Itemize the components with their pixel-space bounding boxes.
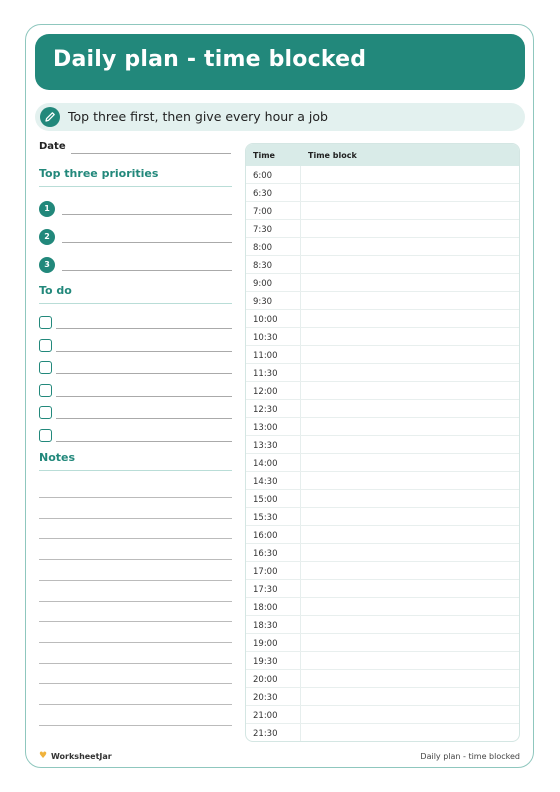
todo-item[interactable]: [39, 406, 232, 420]
footer-brand: WorksheetJar: [51, 752, 112, 761]
time-cell: 15:00: [253, 495, 278, 505]
table-row[interactable]: [246, 490, 519, 508]
checkbox[interactable]: [39, 429, 52, 442]
priority-number: 2: [39, 229, 55, 245]
table-row[interactable]: [246, 670, 519, 688]
notes-rule: [39, 470, 232, 471]
note-line: [39, 683, 232, 684]
table-row[interactable]: [246, 652, 519, 670]
table-row[interactable]: [246, 382, 519, 400]
time-cell: 8:00: [253, 243, 273, 253]
table-row[interactable]: [246, 292, 519, 310]
time-cell: 12:30: [253, 405, 278, 415]
time-cell: 14:30: [253, 477, 278, 487]
table-row[interactable]: [246, 580, 519, 598]
table-row[interactable]: [246, 526, 519, 544]
priority-line: [62, 270, 232, 271]
table-body: [246, 166, 519, 742]
time-cell: 16:00: [253, 531, 278, 541]
time-header: Time: [253, 151, 275, 160]
date-label: Date: [39, 141, 66, 152]
pencil-icon: [40, 107, 60, 127]
todo-item[interactable]: [39, 316, 232, 330]
time-block-table: [245, 143, 520, 742]
table-header: [246, 144, 519, 166]
table-row[interactable]: [246, 346, 519, 364]
todo-line: [56, 373, 232, 374]
todo-item[interactable]: [39, 429, 232, 443]
table-row[interactable]: [246, 472, 519, 490]
table-row[interactable]: [246, 724, 519, 742]
table-row[interactable]: [246, 706, 519, 724]
note-line: [39, 518, 232, 519]
title-banner: [35, 34, 525, 90]
table-row[interactable]: [246, 436, 519, 454]
table-row[interactable]: [246, 598, 519, 616]
time-cell: 20:00: [253, 675, 278, 685]
table-row[interactable]: [246, 562, 519, 580]
time-cell: 10:30: [253, 333, 278, 343]
time-cell: 9:30: [253, 297, 273, 307]
priority-line: [62, 242, 232, 243]
table-row[interactable]: [246, 220, 519, 238]
table-row[interactable]: [246, 328, 519, 346]
todo-line: [56, 441, 232, 442]
note-line: [39, 663, 232, 664]
checkbox[interactable]: [39, 316, 52, 329]
time-cell: 19:00: [253, 639, 278, 649]
priority-item[interactable]: [39, 229, 232, 245]
priority-item[interactable]: [39, 257, 232, 273]
table-row[interactable]: [246, 508, 519, 526]
todo-line: [56, 351, 232, 352]
heart-icon: ♥: [39, 751, 48, 761]
table-row[interactable]: [246, 274, 519, 292]
notes-title: Notes: [39, 451, 76, 464]
time-cell: 10:00: [253, 315, 278, 325]
checkbox[interactable]: [39, 384, 52, 397]
time-cell: 15:30: [253, 513, 278, 523]
time-cell: 6:00: [253, 171, 273, 181]
time-cell: 17:00: [253, 567, 278, 577]
table-row[interactable]: [246, 400, 519, 418]
note-line: [39, 704, 232, 705]
todo-line: [56, 396, 232, 397]
todo-item[interactable]: [39, 339, 232, 353]
table-row[interactable]: [246, 184, 519, 202]
table-row[interactable]: [246, 364, 519, 382]
time-cell: 21:30: [253, 729, 278, 739]
time-cell: 19:30: [253, 657, 278, 667]
table-row[interactable]: [246, 616, 519, 634]
note-line: [39, 642, 232, 643]
time-cell: 9:00: [253, 279, 273, 289]
tip-bar: [35, 103, 525, 131]
time-cell: 7:00: [253, 207, 273, 217]
time-cell: 11:30: [253, 369, 278, 379]
time-cell: 18:00: [253, 603, 278, 613]
todo-title: To do: [39, 284, 72, 297]
page-title: Daily plan - time blocked: [53, 47, 367, 72]
time-cell: 11:00: [253, 351, 278, 361]
time-cell: 18:30: [253, 621, 278, 631]
checkbox[interactable]: [39, 361, 52, 374]
tip-text: Top three first, then give every hour a job: [68, 109, 328, 124]
table-row[interactable]: [246, 238, 519, 256]
time-cell: 21:00: [253, 711, 278, 721]
checkbox[interactable]: [39, 406, 52, 419]
time-cell: 8:30: [253, 261, 273, 271]
time-cell: 16:30: [253, 549, 278, 559]
table-row[interactable]: [246, 688, 519, 706]
note-line: [39, 621, 232, 622]
time-cell: 12:00: [253, 387, 278, 397]
table-row[interactable]: [246, 544, 519, 562]
note-line: [39, 725, 232, 726]
todo-item[interactable]: [39, 384, 232, 398]
note-line: [39, 559, 232, 560]
note-line: [39, 497, 232, 498]
date-row: [39, 140, 232, 156]
priorities-rule: [39, 186, 232, 187]
priorities-title: Top three priorities: [39, 167, 159, 180]
table-row[interactable]: [246, 256, 519, 274]
note-line: [39, 538, 232, 539]
table-row[interactable]: [246, 418, 519, 436]
table-row[interactable]: [246, 454, 519, 472]
footer-title: Daily plan - time blocked: [420, 752, 520, 761]
table-row[interactable]: [246, 634, 519, 652]
priority-item[interactable]: [39, 201, 232, 217]
todo-line: [56, 328, 232, 329]
date-field[interactable]: [71, 153, 231, 154]
table-row[interactable]: [246, 202, 519, 220]
time-cell: 17:30: [253, 585, 278, 595]
time-block-header: Time block: [308, 151, 357, 160]
time-cell: 13:30: [253, 441, 278, 451]
time-cell: 20:30: [253, 693, 278, 703]
time-cell: 14:00: [253, 459, 278, 469]
todo-item[interactable]: [39, 361, 232, 375]
todo-rule: [39, 303, 232, 304]
time-cell: 6:30: [253, 189, 273, 199]
table-row[interactable]: [246, 166, 519, 184]
priority-line: [62, 214, 232, 215]
time-cell: 13:00: [253, 423, 278, 433]
priority-number: 3: [39, 257, 55, 273]
priority-number: 1: [39, 201, 55, 217]
checkbox[interactable]: [39, 339, 52, 352]
time-cell: 7:30: [253, 225, 273, 235]
todo-line: [56, 418, 232, 419]
table-row[interactable]: [246, 310, 519, 328]
note-line: [39, 580, 232, 581]
note-line: [39, 601, 232, 602]
